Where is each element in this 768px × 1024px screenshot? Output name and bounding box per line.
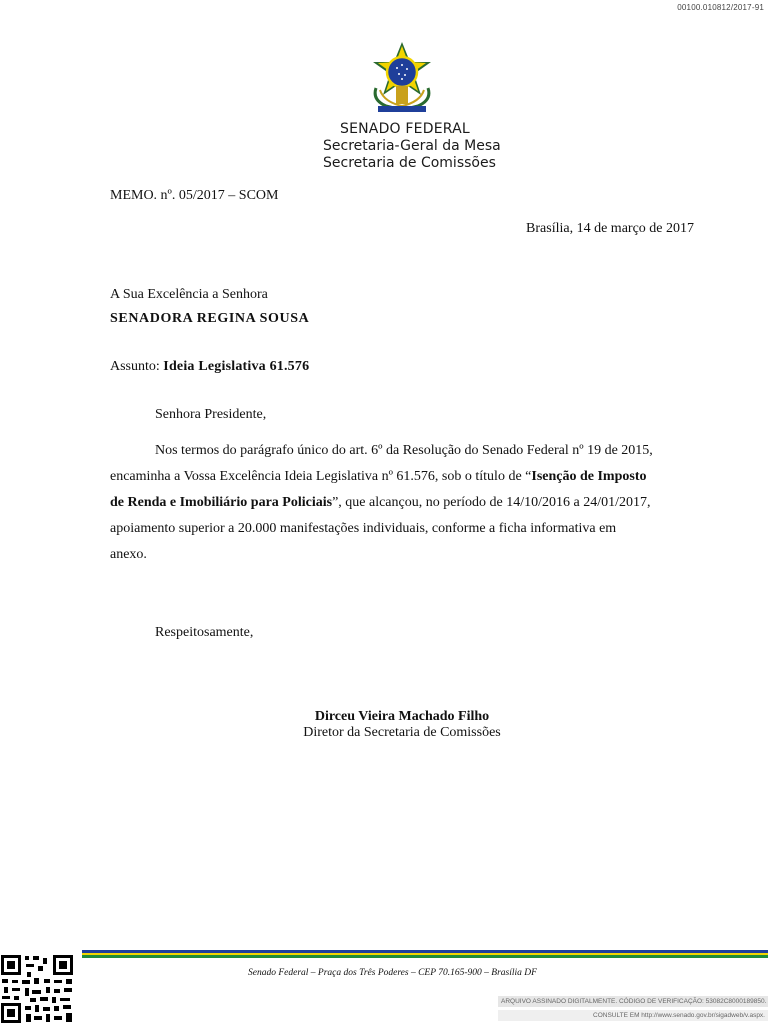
footer-stripe-green: [82, 955, 768, 958]
body-line: [110, 468, 694, 494]
verification-url[interactable]: CONSULTE EM http://www.senado.gov.br/sigadweb/v.aspx.: [498, 1010, 768, 1021]
body-line-4: apoiamento superior a 20.000 manifestações individuais, conforme a ficha informativa em: [110, 521, 617, 536]
body-line-3b: ”, que alcançou, no período de 14/10/2016 a 24/01/2017,: [332, 495, 651, 510]
signer-title: Diretor da Secretaria de Comissões: [303, 725, 501, 740]
body-line: [110, 520, 694, 546]
closing: Respeitosamente,: [155, 625, 254, 640]
salutation: Senhora Presidente,: [155, 407, 267, 422]
greeting: A Sua Excelência a Senhora: [110, 287, 268, 302]
body-line-1: Nos termos do parágrafo único do art. 6º da Resolução do Senado Federal nº 19 de 2015,: [155, 443, 653, 458]
letterhead-org: SENADO FEDERAL: [340, 121, 470, 137]
body-line: [110, 442, 694, 468]
body-line: [110, 546, 694, 572]
letterhead-line2: Secretaria-Geral da Mesa: [323, 138, 501, 154]
subject-label: Assunto:: [110, 359, 160, 374]
coat-ribbon: [378, 106, 426, 112]
letterhead: [323, 120, 501, 172]
body-line-2a: encaminha a Vossa Excelência Ideia Legislativa nº 61.576, sob o título de “: [110, 469, 532, 484]
document-id: 00100.010812/2017-91: [677, 3, 764, 12]
recipient-name: SENADORA REGINA SOUSA: [110, 311, 310, 326]
body-line-5: anexo.: [110, 547, 147, 562]
letterhead-line3: Secretaria de Comissões: [323, 155, 496, 171]
subject-text: Ideia Legislativa 61.576: [163, 359, 310, 374]
body-paragraph: [110, 442, 694, 572]
signature-stamp: ARQUIVO ASSINADO DIGITALMENTE. CÓDIGO DE VERIFICAÇÃO: 53082C8000189850.: [498, 996, 768, 1007]
coat-sword: [396, 86, 408, 104]
signer-name: Dirceu Vieira Machado Filho: [314, 709, 490, 724]
coat-center-disc: [387, 57, 417, 87]
body-line-3a: de Renda e Imobiliário para Policiais: [110, 495, 333, 510]
qr-code-icon: [0, 954, 74, 1024]
footer-address: Senado Federal – Praça dos Três Poderes – CEP 70.165-900 – Brasília DF: [248, 968, 537, 978]
coat-of-arms-icon: [366, 40, 438, 115]
memo-number: MEMO. nº. 05/2017 – SCOM: [110, 188, 279, 203]
body-line-2b: Isenção de Imposto: [531, 469, 647, 484]
memo-date: Brasília, 14 de março de 2017: [526, 221, 694, 236]
body-line: [110, 494, 694, 520]
subject-line: [110, 358, 309, 376]
